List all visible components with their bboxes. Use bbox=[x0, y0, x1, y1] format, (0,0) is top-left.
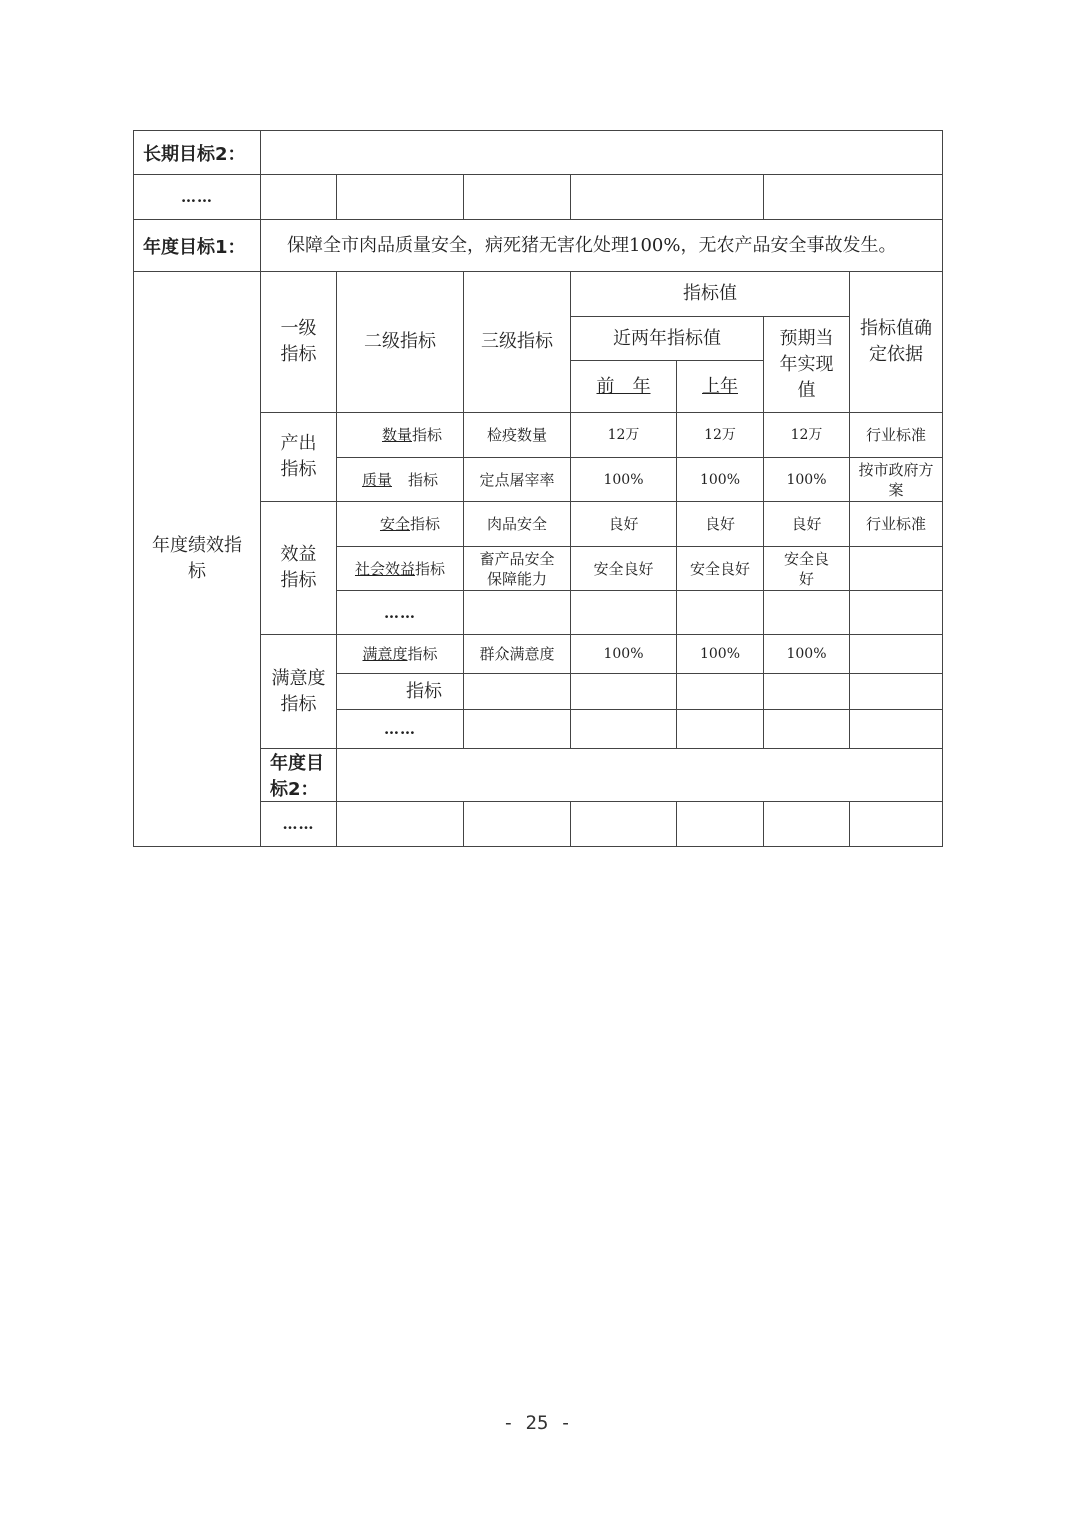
level3-cell: 肉品安全 bbox=[464, 502, 571, 547]
level3-cell bbox=[464, 674, 571, 710]
basis-header: 指标值确定依据 bbox=[850, 272, 943, 413]
level1-cell: 满意度指标 bbox=[261, 635, 337, 749]
prev-value-cell: 安全良好 bbox=[571, 547, 677, 591]
prev-year-header: 前 年 bbox=[571, 361, 677, 413]
basis-cell bbox=[850, 547, 943, 591]
basis-cell bbox=[850, 674, 943, 710]
ellipsis-row bbox=[134, 175, 943, 220]
last-value-cell: 100% bbox=[677, 635, 764, 674]
ellipsis-cell: …… bbox=[337, 710, 464, 749]
expected-value-cell bbox=[764, 674, 850, 710]
expected-value-cell: 12万 bbox=[764, 413, 850, 458]
level3-cell: 畜产品安全保障能力 bbox=[464, 547, 571, 591]
basis-cell bbox=[850, 635, 943, 674]
prev-value-cell bbox=[571, 674, 677, 710]
ellipsis-cell: …… bbox=[337, 591, 464, 635]
level3-cell: 群众满意度 bbox=[464, 635, 571, 674]
level2-cell: 数量指标 bbox=[337, 413, 464, 458]
level2-cell: 质量 指标 bbox=[337, 458, 464, 502]
prev-value-cell: 100% bbox=[571, 635, 677, 674]
prev-value-cell: 12万 bbox=[571, 413, 677, 458]
level3-header: 三级指标 bbox=[464, 272, 571, 413]
expected-value-cell: 100% bbox=[764, 635, 850, 674]
level2-cell: 指标 bbox=[337, 674, 464, 710]
level3-cell: 定点屠宰率 bbox=[464, 458, 571, 502]
basis-cell: 按市政府方案 bbox=[850, 458, 943, 502]
value-group-header: 指标值 bbox=[571, 272, 850, 317]
level1-header: 一级指标 bbox=[261, 272, 337, 413]
expected-header: 预期当年实现值 bbox=[764, 317, 850, 413]
level2-header: 二级指标 bbox=[337, 272, 464, 413]
level3-cell: 检疫数量 bbox=[464, 413, 571, 458]
long-goal2-content bbox=[261, 131, 943, 175]
annual-goal2-content bbox=[337, 749, 943, 802]
annual-goal1-text: 保障全市肉品质量安全，病死猪无害化处理100%，无农产品安全事故发生。 bbox=[261, 220, 943, 272]
expected-value-cell: 安全良好 bbox=[764, 547, 850, 591]
section-label: 年度绩效指标 bbox=[134, 272, 261, 847]
level1-cell: 效益指标 bbox=[261, 502, 337, 635]
level2-cell: 安全指标 bbox=[337, 502, 464, 547]
annual-goal1-label: 年度目标1： bbox=[134, 220, 261, 272]
last-value-cell: 100% bbox=[677, 458, 764, 502]
header-row-1 bbox=[134, 272, 943, 317]
annual-goal2-label: 年度目标2： bbox=[261, 749, 337, 802]
level1-cell: 产出指标 bbox=[261, 413, 337, 502]
basis-cell: 行业标准 bbox=[850, 413, 943, 458]
last-year-header: 上年 bbox=[677, 361, 764, 413]
annual-goal1-row bbox=[134, 220, 943, 272]
performance-goal-table bbox=[133, 130, 943, 847]
ellipsis-cell: …… bbox=[261, 802, 337, 847]
recent-two-header: 近两年指标值 bbox=[571, 317, 764, 361]
long-goal2-label: 长期目标2： bbox=[134, 131, 261, 175]
last-value-cell: 安全良好 bbox=[677, 547, 764, 591]
expected-value-cell: 良好 bbox=[764, 502, 850, 547]
prev-value-cell: 100% bbox=[571, 458, 677, 502]
expected-value-cell: 100% bbox=[764, 458, 850, 502]
prev-value-cell: 良好 bbox=[571, 502, 677, 547]
last-value-cell: 良好 bbox=[677, 502, 764, 547]
long-goal2-row bbox=[134, 131, 943, 175]
basis-cell: 行业标准 bbox=[850, 502, 943, 547]
level2-cell: 满意度指标 bbox=[337, 635, 464, 674]
level2-cell: 社会效益指标 bbox=[337, 547, 464, 591]
ellipsis-cell: …… bbox=[134, 175, 261, 220]
page-number: - 25 - bbox=[502, 1412, 572, 1434]
last-value-cell bbox=[677, 674, 764, 710]
last-value-cell: 12万 bbox=[677, 413, 764, 458]
